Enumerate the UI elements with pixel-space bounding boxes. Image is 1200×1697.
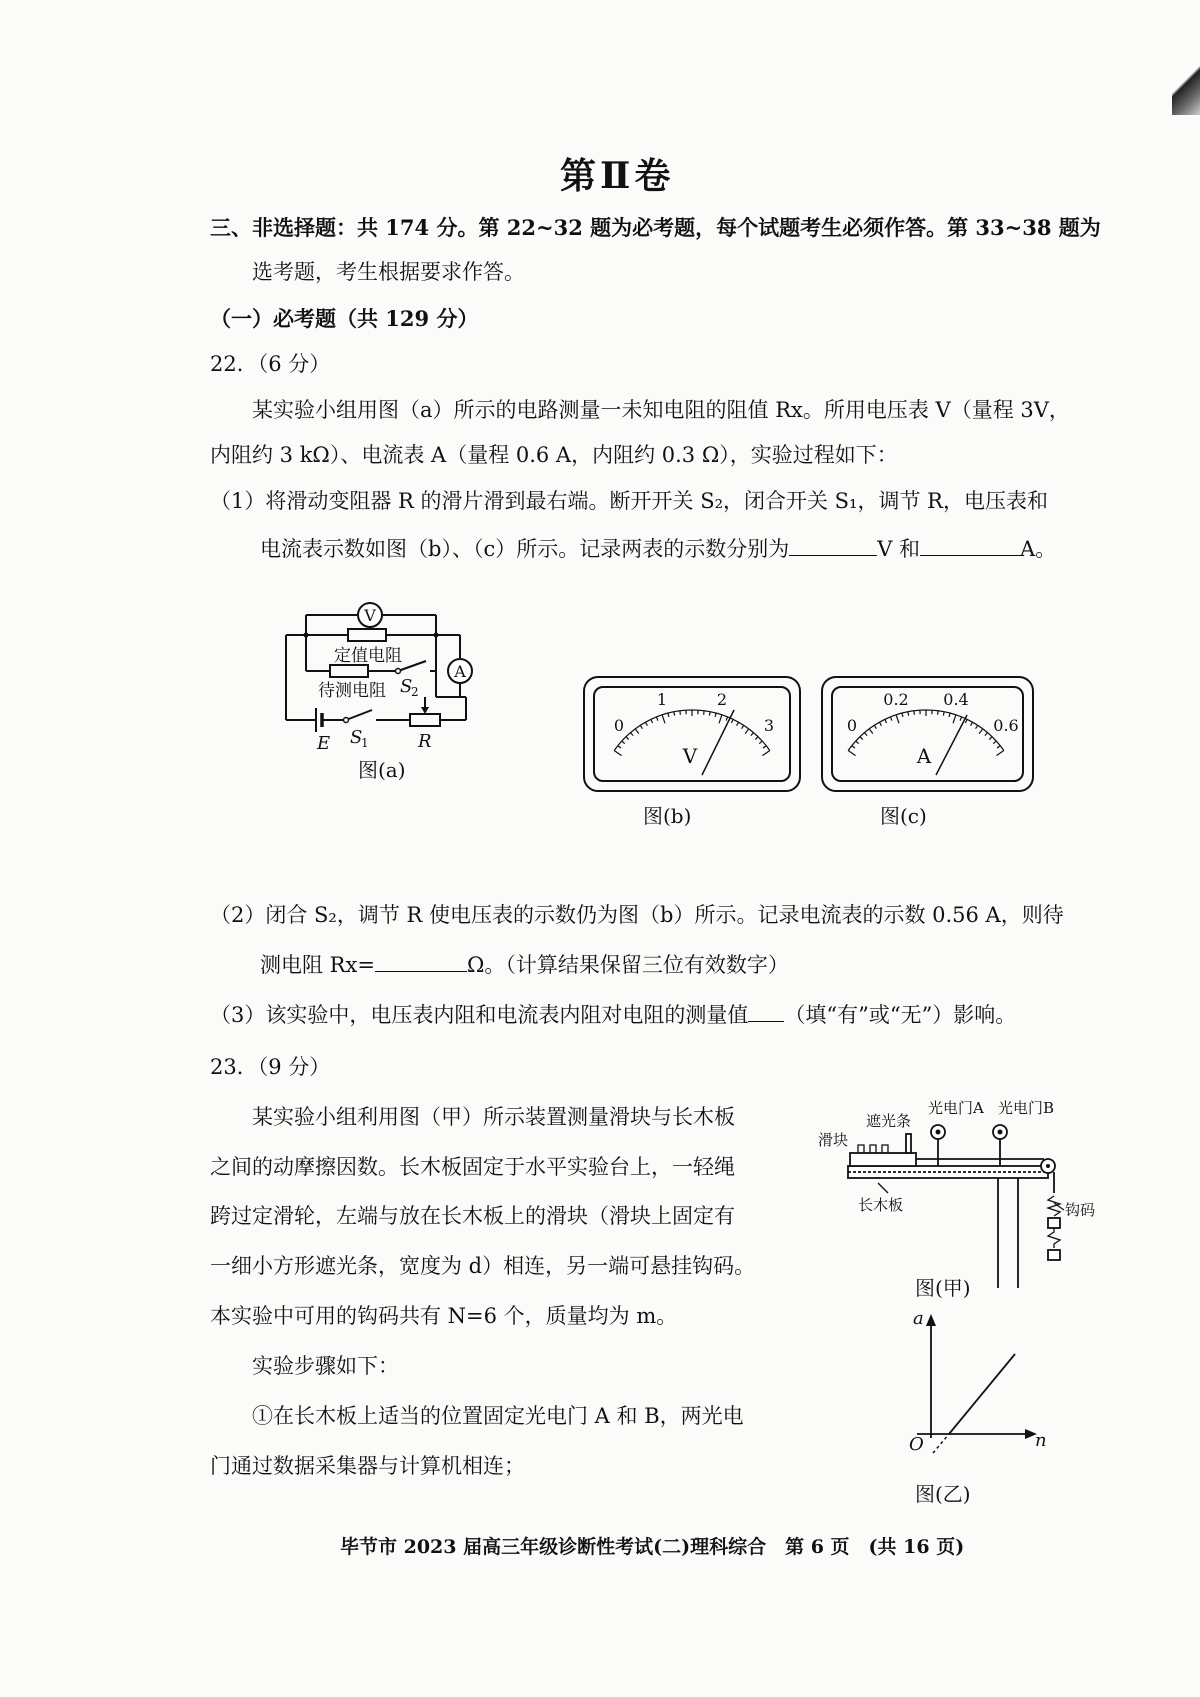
switch-s1-sub: 1 xyxy=(361,736,369,750)
rheostat-label: R xyxy=(418,731,432,752)
q22-step1-end: A。 xyxy=(1020,537,1057,561)
axis-n-label: n xyxy=(1035,1430,1047,1451)
dial-tick-mark xyxy=(938,711,939,715)
gate-a-label: 光电门A xyxy=(928,1099,984,1117)
voltmeter-unit: V xyxy=(682,744,698,768)
q22-step2-line1: （2）闭合 S₂，调节 R 使电压表的示数仍为图（b）所示。记录电流表的示数 0.56 A，则待 xyxy=(210,903,1064,927)
q22-intro-line2: 内阻约 3 kΩ）、电流表 A（量程 0.6 A，内阻约 0.3 Ω），实验过程如下： xyxy=(210,443,898,467)
q23-line5: 本实验中可用的钩码共有 N=6 个，质量均为 m。 xyxy=(210,1304,678,1328)
section-title: 第Ⅱ卷 xyxy=(560,155,675,197)
voltmeter-dial xyxy=(582,675,802,795)
switch-s2-label: S xyxy=(400,676,413,697)
voltmeter-tick-1: 1 xyxy=(656,690,668,709)
battery-label: E xyxy=(317,733,331,754)
q22-step1-line2 xyxy=(260,537,1056,560)
rheostat-slider-icon xyxy=(421,707,429,714)
ammeter-unit: A xyxy=(916,744,932,768)
dial-tick-mark xyxy=(704,711,705,715)
answer-blank-resistance[interactable] xyxy=(375,953,467,972)
voltmeter-tick-0: 0 xyxy=(613,716,625,735)
voltmeter-label: V xyxy=(364,606,376,625)
graph-line xyxy=(949,1354,1015,1434)
part3-line2: 选考题，考生根据要求作答。 xyxy=(252,260,525,284)
a-n-graph xyxy=(895,1310,1055,1460)
answer-blank-current[interactable] xyxy=(920,537,1020,556)
q22-step1-text: 电流表示数如图（b）、（c）所示。记录两表的示数分别为 xyxy=(260,537,790,561)
q22-step3 xyxy=(210,1003,1016,1026)
q22-step2-line2 xyxy=(260,953,789,976)
circuit-diagram xyxy=(270,595,510,790)
dial-tick-mark xyxy=(908,712,909,716)
test-resistor-label: 待测电阻 xyxy=(318,681,386,701)
slider-label: 滑块 xyxy=(818,1131,849,1149)
fixed-resistor-label: 定值电阻 xyxy=(334,646,402,666)
q23-step1-line1: ①在长木板上适当的位置固定光电门 A 和 B，两光电 xyxy=(252,1404,744,1428)
board-label: 长木板 xyxy=(858,1196,904,1214)
fig-jia-caption: 图(甲) xyxy=(915,1276,971,1300)
page-footer: 毕节市 2023 届高三年级诊断性考试(二)理科综合 第 6 页 (共 16 页) xyxy=(340,1536,965,1558)
q23-line1: 某实验小组利用图（甲）所示装置测量滑块与长木板 xyxy=(252,1105,735,1129)
hook-label: 钩码 xyxy=(1065,1201,1096,1219)
fig-c-caption: 图(c) xyxy=(880,804,927,828)
required-header: （一）必考题（共 129 分） xyxy=(210,306,479,331)
part3-line1: 三、非选择题：共 174 分。第 22~32 题为必考题，每个试题考生必须作答。第 33~38 题为 xyxy=(210,215,1101,240)
q23-step1-line2: 门通过数据采集器与计算机相连； xyxy=(210,1454,525,1478)
q23-line3: 跨过定滑轮，左端与放在长木板上的滑块（滑块上固定有 xyxy=(210,1204,735,1228)
ammeter-tick-2: 0.4 xyxy=(943,690,969,709)
voltmeter-tick-2: 2 xyxy=(716,690,728,709)
fig-b-caption: 图(b) xyxy=(643,804,692,828)
switch-s1-label: S xyxy=(350,727,363,748)
dial-tick-mark xyxy=(674,712,675,716)
fig-yi-caption: 图(乙) xyxy=(915,1482,971,1506)
q22-step2-text: 测电阻 Rx= xyxy=(260,953,375,977)
switch-s2-sub: 2 xyxy=(411,685,419,699)
page-corner-fold xyxy=(1172,60,1200,115)
ammeter-dial xyxy=(820,675,1035,795)
ammeter-tick-3: 0.6 xyxy=(993,716,1019,735)
ammeter-label: A xyxy=(454,662,466,681)
gate-b-label: 光电门B xyxy=(998,1099,1055,1117)
voltmeter-tick-3: 3 xyxy=(763,716,775,735)
q23-line4: 一细小方形遮光条，宽度为 d）相连，另一端可悬挂钩码。 xyxy=(210,1254,756,1278)
q22-step1-line1: （1）将滑动变阻器 R 的滑片滑到最右端。断开开关 S₂，闭合开关 S₁，调节 R，电压表和 xyxy=(210,489,1048,513)
answer-blank-voltage[interactable] xyxy=(789,537,877,556)
q23-line2: 之间的动摩擦因数。长木板固定于水平实验台上，一轻绳 xyxy=(210,1155,735,1179)
strip-label: 遮光条 xyxy=(866,1112,912,1130)
fig-a-caption: 图(a) xyxy=(358,758,406,782)
axis-a-label: a xyxy=(913,1310,924,1329)
graph-line-extension xyxy=(933,1434,949,1453)
ammeter-tick-1: 0.2 xyxy=(883,690,909,709)
q22-step3-end: （填“有”或“无”）影响。 xyxy=(784,1003,1017,1027)
q22-step3-text: （3）该实验中，电压表内阻和电流表内阻对电阻的测量值 xyxy=(210,1003,749,1027)
q22-intro-line1: 某实验小组用图（a）所示的电路测量一未知电阻的阻值 Rx。所用电压表 V（量程 3V， xyxy=(252,398,1070,422)
q22-step2-end: Ω。（计算结果保留三位有效数字） xyxy=(466,953,789,977)
apparatus-diagram xyxy=(818,1098,1108,1298)
q23-number: 23．（9 分） xyxy=(210,1055,331,1079)
ammeter-tick-0: 0 xyxy=(846,716,858,735)
answer-blank-effect[interactable] xyxy=(748,1003,784,1022)
dial-tick-mark xyxy=(914,711,915,715)
q23-steps-header: 实验步骤如下： xyxy=(252,1354,399,1378)
dial-tick-mark xyxy=(943,712,944,716)
dial-tick-mark xyxy=(709,712,710,716)
q22-number: 22．（6 分） xyxy=(210,352,331,376)
q22-step1-mid: V 和 xyxy=(877,537,921,561)
dial-tick-mark xyxy=(680,711,681,715)
origin-label: O xyxy=(909,1434,924,1455)
